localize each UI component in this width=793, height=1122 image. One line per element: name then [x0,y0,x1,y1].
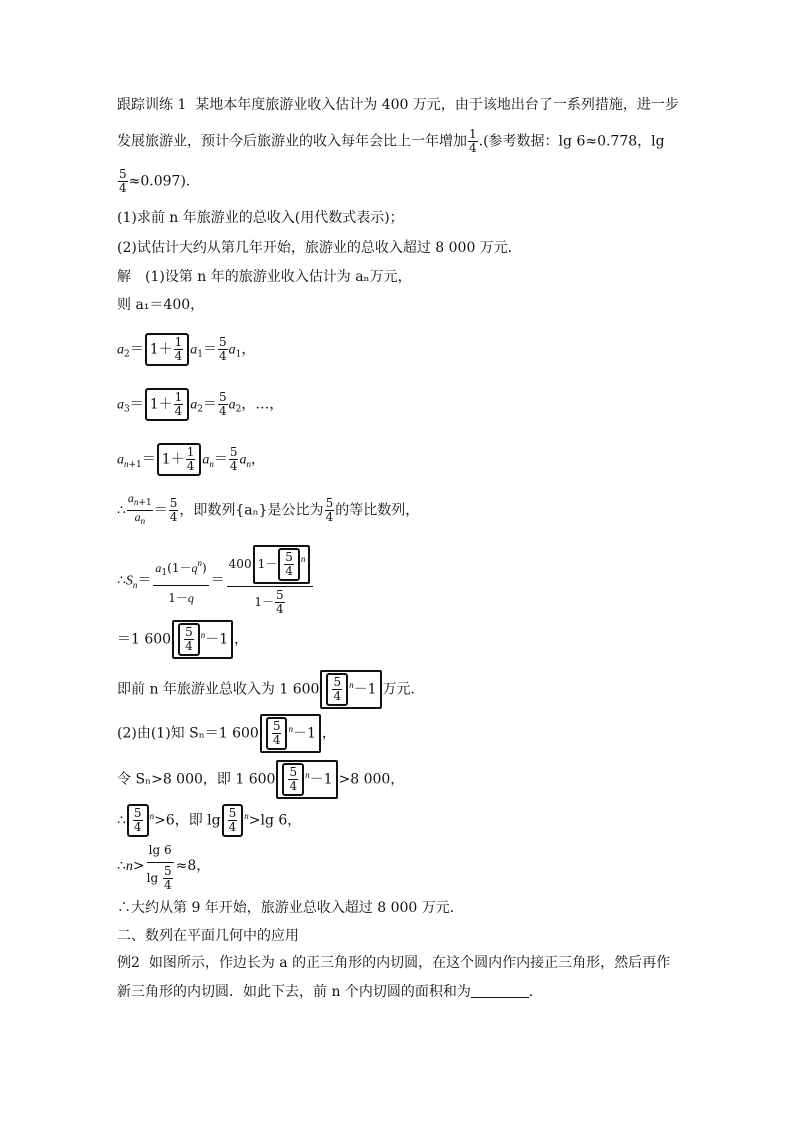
conclusion: ∴大约从第 9 年开始，旅游业总收入超过 8 000 万元． [117,900,464,916]
equation-an1: $a_{n+1}= 1+$ $\frac{1}{4}$ $a_n=$ $\frac{5}{4}$ $a_n$， [117,443,265,476]
part2-log-text: >6，即 lg [154,812,221,829]
sum-prefix: ＝1 600 [117,631,172,648]
part2-ineq-text: 令 Sₙ>8 000，即 1 600 [117,771,276,788]
example-label: 例2 [117,955,140,971]
ratio-text: ，即数列{aₙ}是公比为 [179,502,324,519]
part2-known: (2)由(1)知 Sₙ＝1 600 $\frac{5}{4}$ $^n$－1 ， [117,714,336,753]
problem-line-1 [117,95,679,115]
solution-intro: 解 (1)设第 n 年的旅游业收入估计为 aₙ万元， [117,269,412,285]
part2-ineq-tail: >8 000， [338,771,405,788]
answer-blank [471,983,529,998]
ratio-line: ∴ $\frac{a_{n+1}}{a_n}$ ＝ $\frac{5}{4}$ ，即数列{aₙ}是公比为 $\frac{5}{4}$ 的等比数列， [117,491,420,526]
sum-result-unit: 万元． [382,681,425,698]
sum-result-text: 即前 n 年旅游业总收入为 1 600 [117,681,320,698]
equation-a3: $a_3= 1+$ $\frac{1}{4}$ $a_2=$ $\frac{5}{4}$ $a_2$，…， [117,388,283,421]
part2-log-tail: >lg 6， [248,812,302,829]
example-end: ． [528,984,543,1000]
example-text-2: 新三角形的内切圆．如此下去，前 n 个内切圆的面积和为 [117,984,471,1000]
question-1: (1)求前 n 年旅游业的总收入(用代数式表示)； [117,210,404,226]
sum-result: 即前 n 年旅游业总收入为 1 600 $\frac{5}{4}$ $^n$－1 万元． [117,670,425,709]
fraction-five-quarters: $\frac{5}{4}$ [119,167,127,195]
question-2: (2)试估计大约从第几年开始，旅游业的总收入超过 8 000 万元． [117,240,522,256]
part2-known-text: (2)由(1)知 Sₙ＝1 600 [117,725,259,742]
part2-log: ∴ $\frac{5}{4}$ $^n$>6，即 lg $\frac{5}{4}$ $^n$>lg 6， [117,804,301,837]
equation-a2: $a_2= 1+$ $\frac{1}{4}$ $a_1=$ $\frac{5}{4}$ $a_1$， [117,333,255,366]
example-text-1: 如图所示，作边长为 a 的正三角形的内切圆，在这个圆内作内接正三角形，然后再作 [148,955,671,971]
part2-n-tail: ≈8， [175,858,211,874]
part2-n-bound: ∴n> lg 6 lg $\frac{5}{4}$ ≈8， [117,840,210,892]
example-line-2 [117,982,543,1002]
fraction-one-quarter: $\frac{1}{4}$ [469,127,477,155]
part2-known-tail: ， [321,725,336,742]
sum-formula: $\therefore S_n=$ $\frac{a_1(1-q^n)}{1-q}$ ＝ 400 1－ $\frac{5}{4}$ $^n$ 1－ $\frac{5}{4}$ [117,545,315,616]
problem-line-3 [117,168,190,195]
problem-line-2 [117,128,665,155]
problem-text-2b: .(参考数据：lg 6≈0.778，lg [478,133,665,150]
problem-text-2a: 发展旅游业，预计今后旅游业的收入每年会比上一年增加 [117,133,467,150]
problem-text-1: 某地本年度旅游业收入估计为 400 万元，由于该地出台了一系列措施，进一步 [195,97,679,113]
problem-text-3b: ≈0.097). [128,173,191,190]
sum-simplified: ＝1 600 $\frac{5}{4}$ $^n$－1 ， [117,620,248,659]
part2-inequality: 令 Sₙ>8 000，即 1 600 $\frac{5}{4}$ $^n$－1 >8 000， [117,760,404,799]
problem-label: 跟踪训练 1 [117,97,187,113]
ratio-tail: 的等比数列， [335,502,420,519]
solution-a1: 则 a₁＝400， [117,297,205,313]
section-heading: 二、数列在平面几何中的应用 [117,928,299,944]
example-line-1 [117,953,670,973]
